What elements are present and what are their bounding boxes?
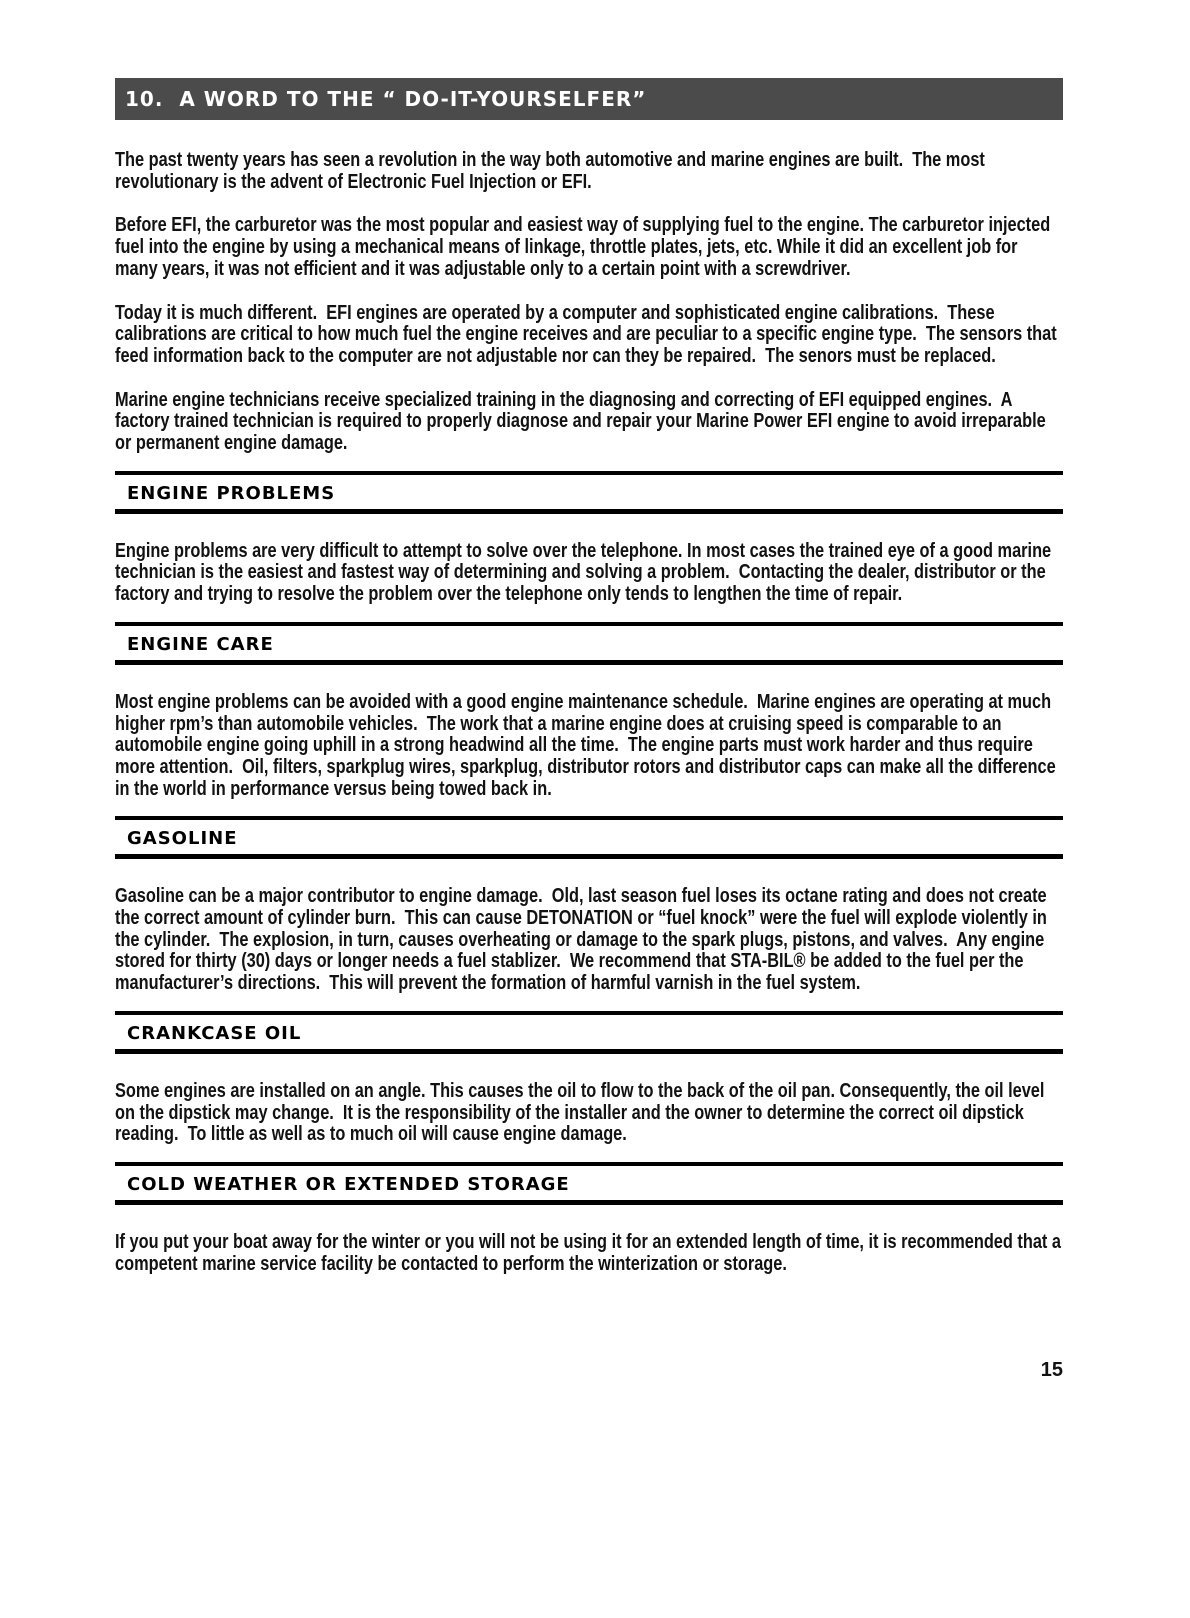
section-heading-band bbox=[115, 1011, 1063, 1054]
chapter-title: 10. A WORD TO THE “ DO-IT-YOURSELFER” bbox=[125, 87, 647, 111]
paragraph: Marine engine technicians receive specialized training in the diagnosing and correcting of EFI equipped engines. A factory trained technician is required to properly diagnose and repair your Marine Power EFI engine to avoid irreparable or permanent engine damage. bbox=[115, 388, 1051, 455]
sections bbox=[115, 471, 1066, 1276]
paragraph: If you put your boat away for the winter or you will not be using it for an extended length of time, it is recommended that a competent marine service facility be contacted to perform the winterization or storage. bbox=[115, 1230, 1066, 1275]
paragraph: Engine problems are very difficult to attempt to solve over the telephone. In most cases the trained eye of a good marine technician is the easiest and fastest way of determining and solving a problem. Contacting the dealer, distributor or the factory and trying to resolve the problem over the telephone only tends to lengthen the time of repair. bbox=[115, 539, 1056, 606]
paragraph: Before EFI, the carburetor was the most popular and easiest way of supplying fuel to the engine. The carburetor injected fuel into the engine by using a mechanical means of linkage, throttle plates, jets, etc. While it did an excellent job for many years, it was not efficient and it was adjustable only to a certain point with a screwdriver. bbox=[115, 214, 1055, 280]
chapter-title-bar bbox=[115, 78, 1063, 120]
section-heading: ENGINE CARE bbox=[127, 633, 274, 655]
section-heading-band bbox=[115, 471, 1063, 514]
section-heading: ENGINE PROBLEMS bbox=[127, 482, 336, 504]
page-number: 15 bbox=[1040, 1359, 1063, 1382]
paragraph: The past twenty years has seen a revolution in the way both automotive and marine engines are built. The most revolutionary is the advent of Electronic Fuel Injection or EFI. bbox=[115, 149, 990, 193]
section-heading-band bbox=[115, 1162, 1063, 1205]
paragraph: Most engine problems can be avoided with a good engine maintenance schedule. Marine engines are operating at much higher rpm’s than automobile vehicles. The work that a marine engine does at cruising speed is comparable to an automobile engine going uphill in a strong headwind all the time. The engine parts must work harder and thus require more attention. Oil, filters, sparkplug wires, sparkplug, distributor rotors and distributor caps can make all the difference in the world in performance versus being towed back in. bbox=[115, 690, 1061, 800]
intro-paragraphs bbox=[115, 150, 1063, 455]
page-content bbox=[115, 78, 1066, 1382]
paragraph: Some engines are installed on an angle. This causes the oil to flow to the back of the oil pan. Consequently, the oil level on the dipstick may change. It is the responsibility of the installer and the owner to determine the correct oil dipstick reading. To little as well as to much oil will cause engine damage. bbox=[115, 1079, 1049, 1146]
section-heading: GASOLINE bbox=[127, 828, 238, 850]
section-heading-band bbox=[115, 816, 1063, 859]
section-heading: CRANKCASE OIL bbox=[127, 1022, 302, 1044]
paragraph: Gasoline can be a major contributor to engine damage. Old, last season fuel loses its octane rating and does not create the correct amount of cylinder burn. This can cause DETONATION or “fuel knock” were the fuel will explode violently in the cylinder. The explosion, in turn, causes overheating or damage to the spark plugs, pistons, and valves. Any engine stored for thirty (30) days or longer needs a fuel stablizer. We recommend that STA-BIL® be added to the fuel per the manufacturer’s directions. This will prevent the formation of harmful varnish in the fuel system. bbox=[115, 885, 1052, 995]
section-heading: COLD WEATHER OR EXTENDED STORAGE bbox=[127, 1173, 570, 1195]
section-heading-band bbox=[115, 622, 1063, 665]
paragraph: Today it is much different. EFI engines are operated by a computer and sophisticated engine calibrations. These calibrations are critical to how much fuel the engine receives and are peculiar to a specific engine type. The sensors that feed information back to the computer are not adjustable nor can they be repaired. The senors must be replaced. bbox=[115, 301, 1062, 367]
